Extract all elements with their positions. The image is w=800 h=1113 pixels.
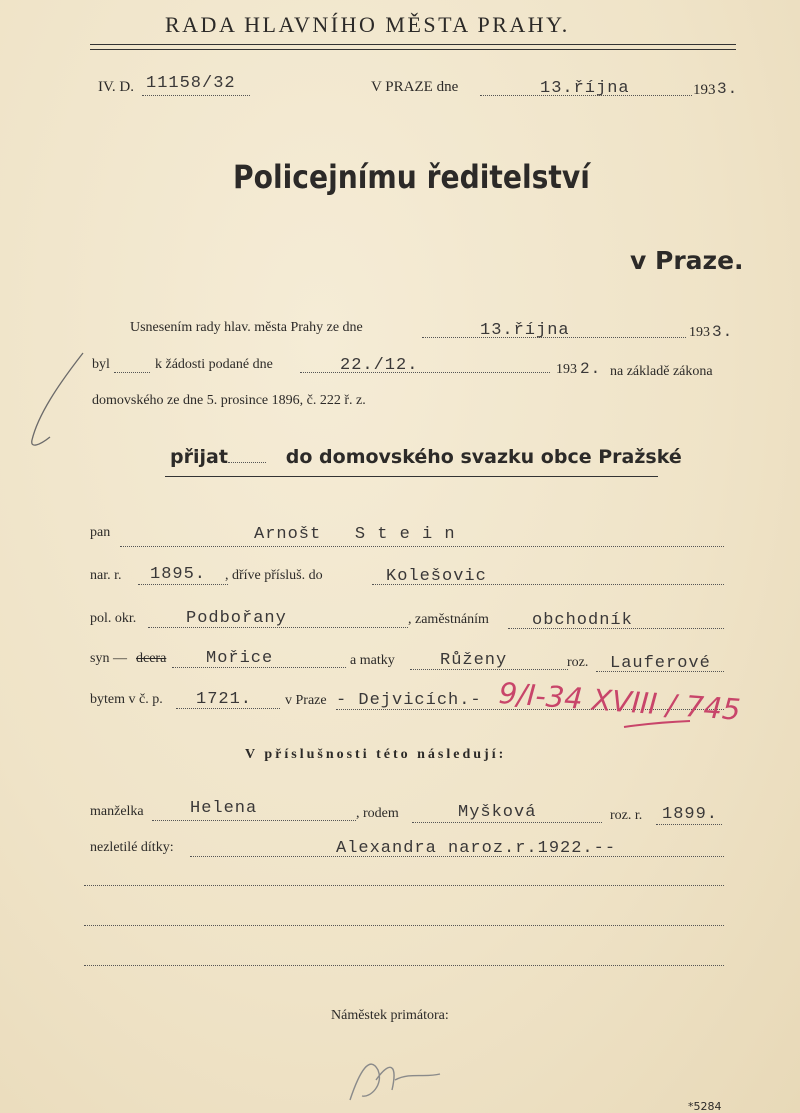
law-label: na základě zákona [610,364,713,379]
followers-heading: V příslušnosti této následují: [245,747,507,762]
heading-underline [165,476,658,477]
margin-pencil-mark [28,345,88,455]
ref-year-suffix: 3. [717,80,739,98]
wife-born-label: roz. r. [610,808,643,823]
resolution-year-suffix: 3. [712,323,734,341]
blank-line [84,885,724,886]
addressee-city: v Praze. [630,246,744,275]
wife-name: Helena [190,799,258,818]
byl-label: byl [92,357,110,372]
admitted-label: přijat [170,446,228,468]
resolution-year-prefix: 193 [689,325,710,340]
wife-label: manželka [90,804,144,819]
father-name: Mořice [206,649,274,668]
admission-heading [170,446,682,468]
occupation-value: obchodník [532,611,633,630]
children-value: Alexandra naroz.r.1922.-- [336,839,617,858]
law-reference: domovského ze dne 5. prosince 1896, č. 222 ř. z. [92,393,366,408]
mother-label: a matky [350,653,395,668]
children-label: nezletilé dítky: [90,840,174,855]
blank-line [84,965,724,966]
red-registry-note: 9/I-34 XVIII / 745 [497,676,742,727]
header-rule [90,44,736,45]
previous-residence: Kolešovic [386,567,487,586]
wife-born-year: 1899. [662,805,719,824]
municipality-label: do domovského svazku obce Pražské [285,446,682,468]
mother-nee-label: roz. [567,655,589,670]
resolution-label: Usnesením rady hlav. města Prahy ze dne [130,320,363,335]
ref-date: 13.října [540,79,630,98]
ref-year-prefix: 193 [693,82,716,98]
city-label: v Praze [285,693,327,708]
signature-label: Náměstek primátora: [331,1008,449,1023]
wife-maiden-name: Myšková [458,803,537,822]
mother-name: Růženy [440,651,508,670]
request-year-suffix: 2. [580,360,602,378]
addressee-title: Policejnímu ředitelství [233,158,590,196]
born-label: nar. r. [90,568,122,583]
daughter-label-struck: dcera [136,651,167,666]
resolution-date: 13.října [480,321,570,340]
residence-label: bytem v č. p. [90,692,163,707]
pan-label: pan [90,525,111,540]
request-year-prefix: 193 [556,362,577,377]
red-note-stroke [620,715,700,735]
ref-number: 11158/32 [146,74,236,93]
city-date-label: V PRAZE dne [371,79,459,95]
previous-residence-label: , dříve přísluš. do [225,568,323,583]
wife-maiden-label: , rodem [356,806,399,821]
ref-label: IV. D. [98,79,134,95]
district-label: pol. okr. [90,611,137,626]
form-number: *5284 [688,1100,722,1113]
header-rule [90,49,736,50]
request-label: k žádosti podané dne [155,357,273,372]
occupation-label: , zaměstnáním [408,612,489,627]
person-name: Arnošt S t e i n [254,525,456,544]
son-label: syn — [90,651,127,666]
born-year: 1895. [150,565,207,584]
authority-header: RADA HLAVNÍHO MĚSTA PRAHY. [165,12,570,37]
blank-line [84,925,724,926]
signature-scribble [340,1050,450,1110]
house-number: 1721. [196,690,253,709]
city-district: - Dejvicích.- [336,691,482,710]
mother-maiden-name: Lauferové [610,654,711,673]
request-date: 22./12. [340,356,419,375]
district-value: Podbořany [186,609,287,628]
